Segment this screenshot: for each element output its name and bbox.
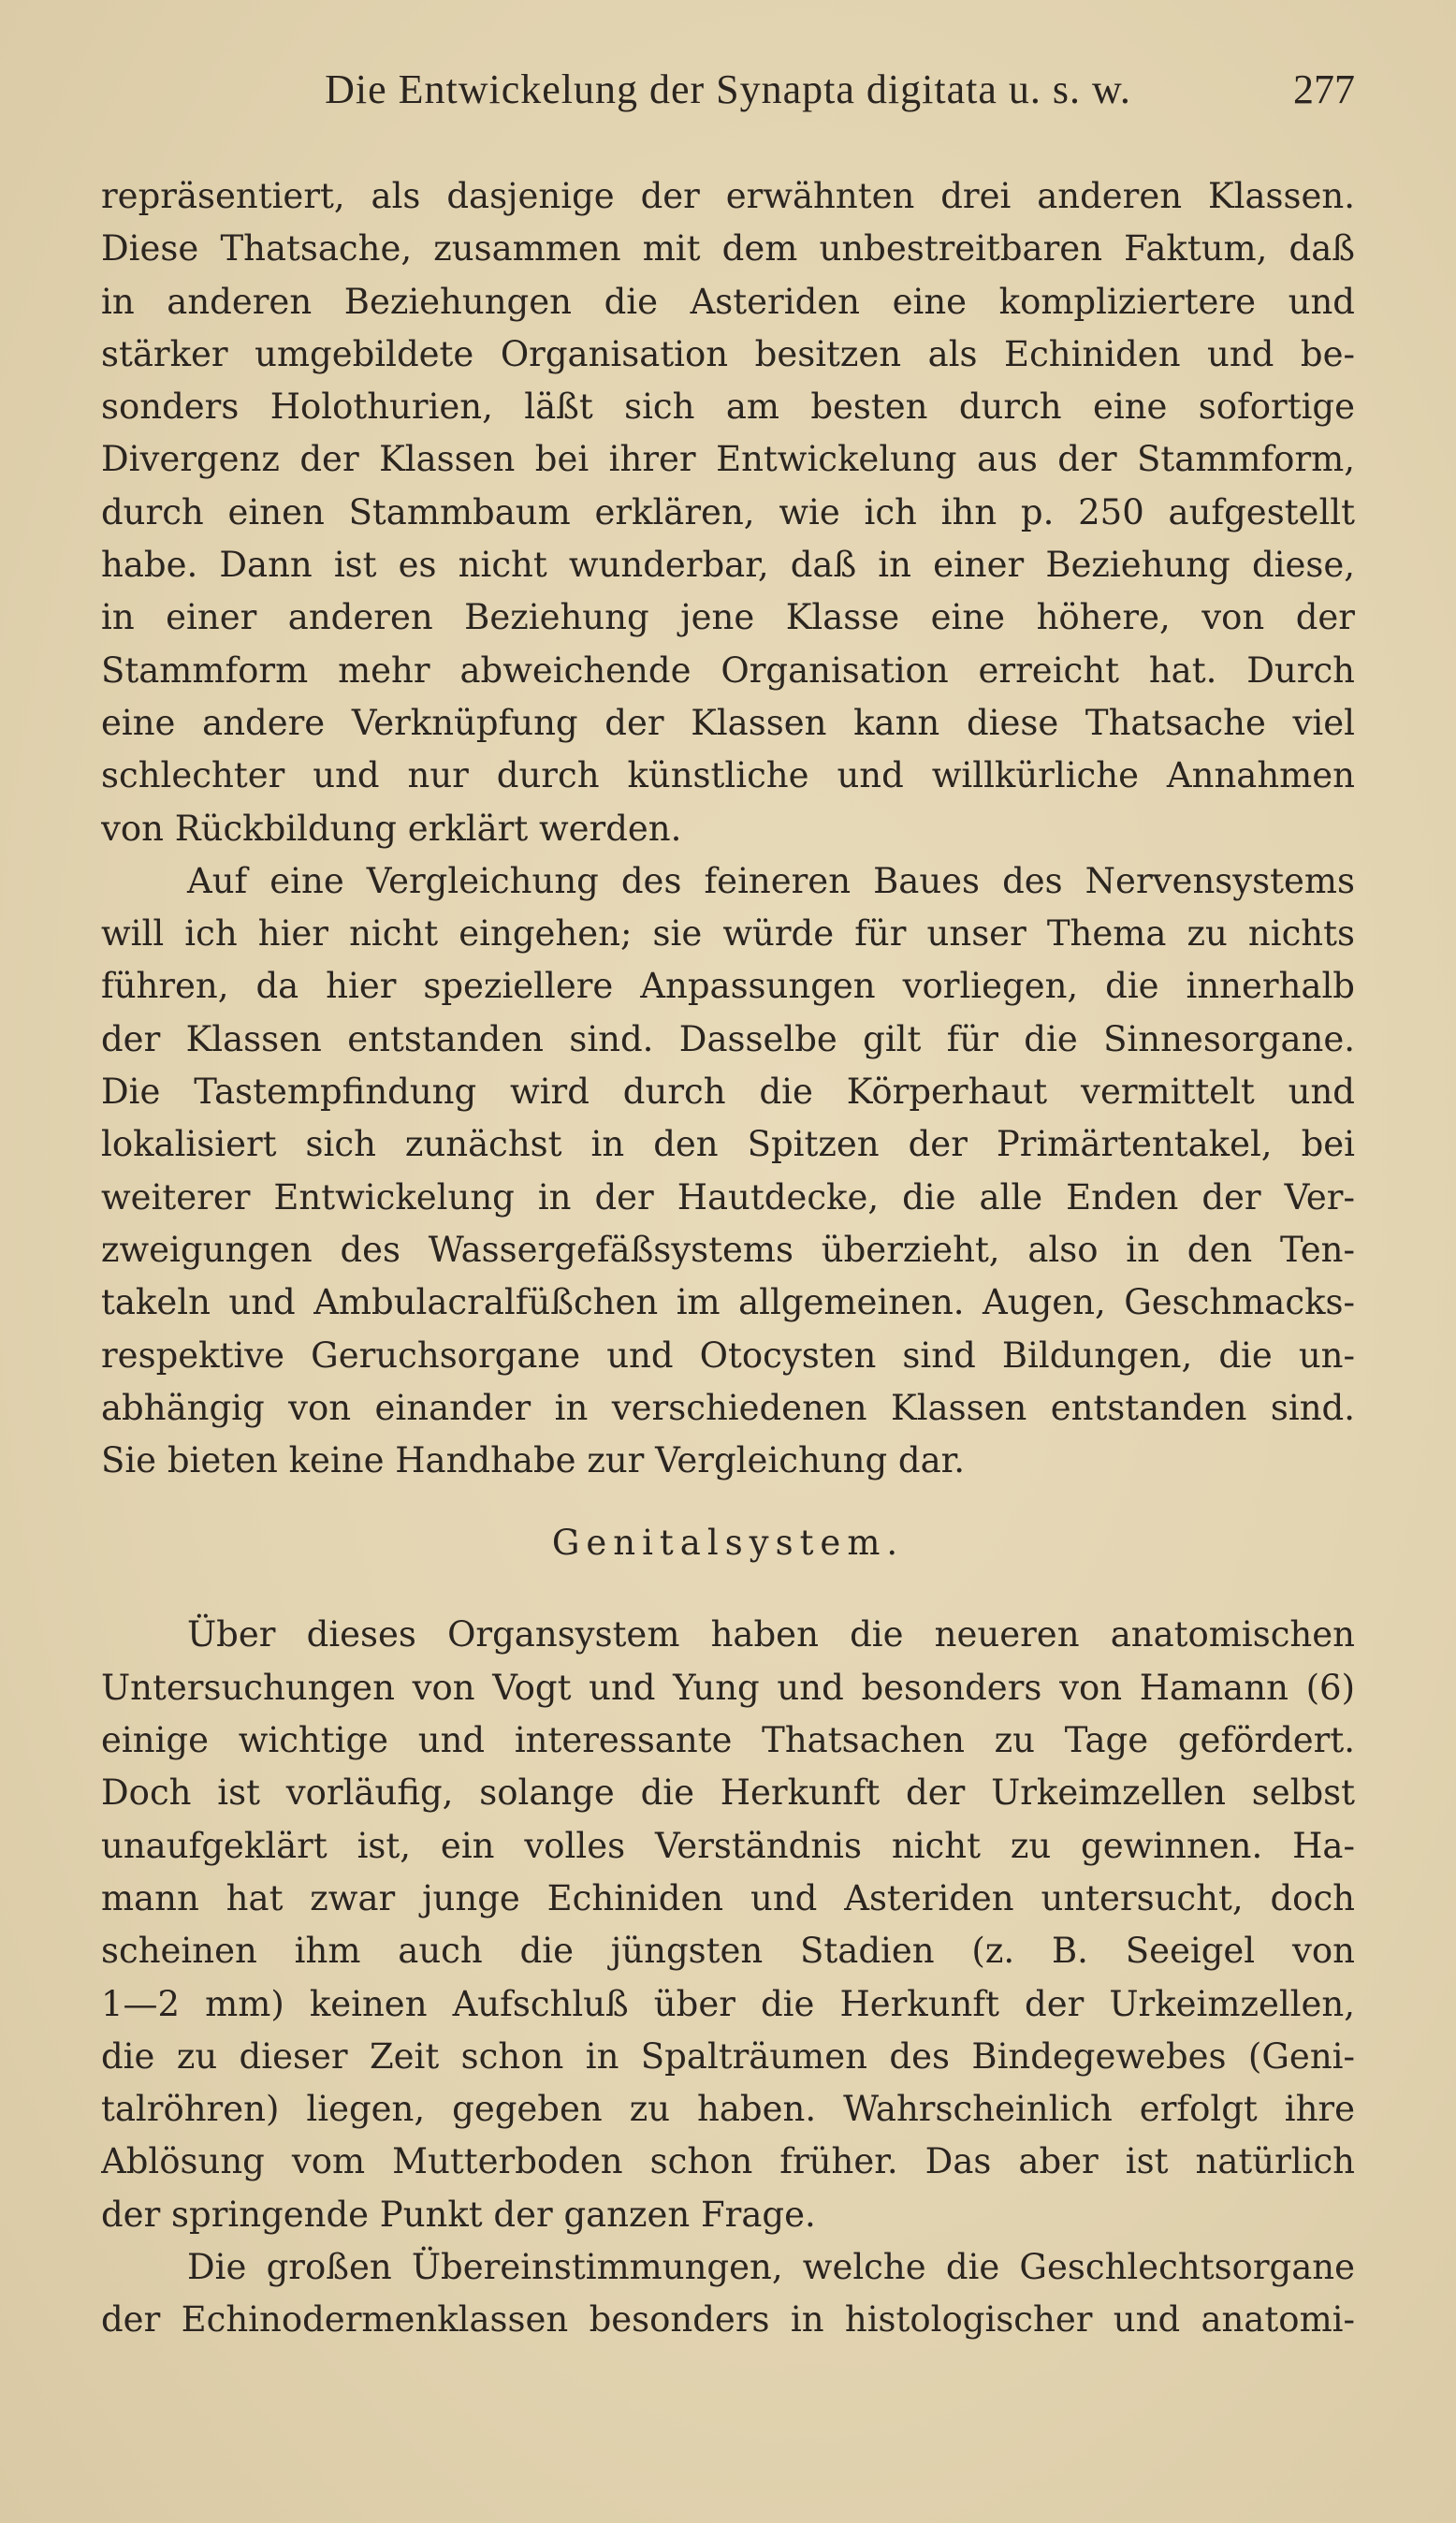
text-line: sonders Holothurien, läßt sich am besten durch eine sofortige <box>101 386 1355 428</box>
section-heading: Genitalsystem. <box>551 1523 905 1564</box>
text-line: unaufgeklärt ist, ein volles Verständnis nicht zu gewinnen. Ha- <box>101 1825 1355 1866</box>
text-line: Auf eine Vergleichung des feineren Baues des Nervensystems <box>187 860 1355 901</box>
text-line: Die großen Übereinstimmungen, welche die Geschlechtsorgane <box>187 2246 1355 2287</box>
text-line: scheinen ihm auch die jüngsten Stadien (z. B. Seeigel von <box>101 1931 1355 1972</box>
running-title: Die Entwickelung der Synapta digitata u. s. w. <box>325 66 1131 112</box>
text-line: Die Tastempfindung wird durch die Körperhaut vermittelt und <box>101 1072 1355 1113</box>
text-line: Untersuchungen von Vogt und Yung und besonders von Hamann (6) <box>101 1667 1355 1708</box>
text-line: die zu dieser Zeit schon in Spalträumen des Bindegewebes (Geni- <box>101 2035 1355 2077</box>
paragraph <box>101 170 1355 855</box>
paragraph <box>101 2241 1355 2347</box>
text-line: eine andere Verknüpfung der Klassen kann diese Thatsache viel <box>101 702 1355 743</box>
text-line: takeln und Ambulacralfüßchen im allgemeinen. Augen, Geschmacks- <box>101 1282 1355 1323</box>
text-line: weiterer Entwickelung in der Hautdecke, die alle Enden der Ver- <box>101 1176 1355 1218</box>
text-line: Divergenz der Klassen bei ihrer Entwickelung aus der Stammform, <box>101 439 1355 480</box>
text-line: zweigungen des Wassergefäßsystems überzieht, also in den Ten- <box>101 1229 1355 1270</box>
text-line: Über dieses Organsystem haben die neueren anatomischen <box>187 1614 1355 1655</box>
text-line: Ablösung vom Mutterboden schon früher. Das aber ist natürlich <box>101 2141 1355 2182</box>
text-line: Doch ist vorläufig, solange die Herkunft der Urkeimzellen selbst <box>101 1772 1355 1814</box>
text-line: der springende Punkt der ganzen Frage. <box>101 2194 816 2235</box>
body-text <box>101 170 1355 2347</box>
text-line: Stammform mehr abweichende Organisation erreicht hat. Durch <box>101 649 1355 691</box>
text-line: abhängig von einander in verschiedenen Klassen entstanden sind. <box>101 1387 1355 1428</box>
running-head <box>101 66 1355 122</box>
paragraph <box>101 1609 1355 2241</box>
text-line: in anderen Beziehungen die Asteriden eine kompliziertere und <box>101 281 1355 322</box>
text-line: habe. Dann ist es nicht wunderbar, daß in einer Beziehung diese, <box>101 545 1355 586</box>
text-line: lokalisiert sich zunächst in den Spitzen der Primärtentakel, bei <box>101 1124 1355 1165</box>
text-line: der Echinodermenklassen besonders in histologischer und anatomi- <box>101 2299 1355 2341</box>
text-line: von Rückbildung erklärt werden. <box>101 808 682 849</box>
paragraph <box>101 855 1355 1488</box>
text-line: einige wichtige und interessante Thatsachen zu Tage gefördert. <box>101 1720 1355 1761</box>
text-line: führen, da hier speziellere Anpassungen vorliegen, die innerhalb <box>101 966 1355 1007</box>
text-line: respektive Geruchsorgane und Otocysten sind Bildungen, die un- <box>101 1334 1355 1376</box>
text-line: Diese Thatsache, zusammen mit dem unbestreitbaren Faktum, daß <box>101 228 1355 270</box>
text-line: stärker umgebildete Organisation besitzen als Echiniden und be- <box>101 333 1355 374</box>
text-line: 1—2 mm) keinen Aufschluß über die Herkunft der Urkeimzellen, <box>101 1983 1355 2024</box>
page-number: 277 <box>1293 66 1355 112</box>
text-line: will ich hier nicht eingehen; sie würde für unser Thema zu nichts <box>101 913 1355 955</box>
section-heading-block <box>101 1487 1355 1609</box>
text-line: repräsentiert, als dasjenige der erwähnten drei anderen Klassen. <box>101 176 1355 216</box>
text-line: talröhren) liegen, gegeben zu haben. Wahrscheinlich erfolgt ihre <box>101 2089 1355 2130</box>
text-line: durch einen Stammbaum erklären, wie ich ihn p. 250 aufgestellt <box>101 491 1355 532</box>
text-line: mann hat zwar junge Echiniden und Asteriden untersucht, doch <box>101 1877 1355 1918</box>
text-line: in einer anderen Beziehung jene Klasse eine höhere, von der <box>101 597 1355 638</box>
text-line: schlechter und nur durch künstliche und willkürliche Annahmen <box>101 755 1355 796</box>
text-line: Sie bieten keine Handhabe zur Vergleichung dar. <box>101 1440 966 1481</box>
text-line: der Klassen entstanden sind. Dasselbe gilt für die Sinnesorgane. <box>101 1018 1355 1059</box>
